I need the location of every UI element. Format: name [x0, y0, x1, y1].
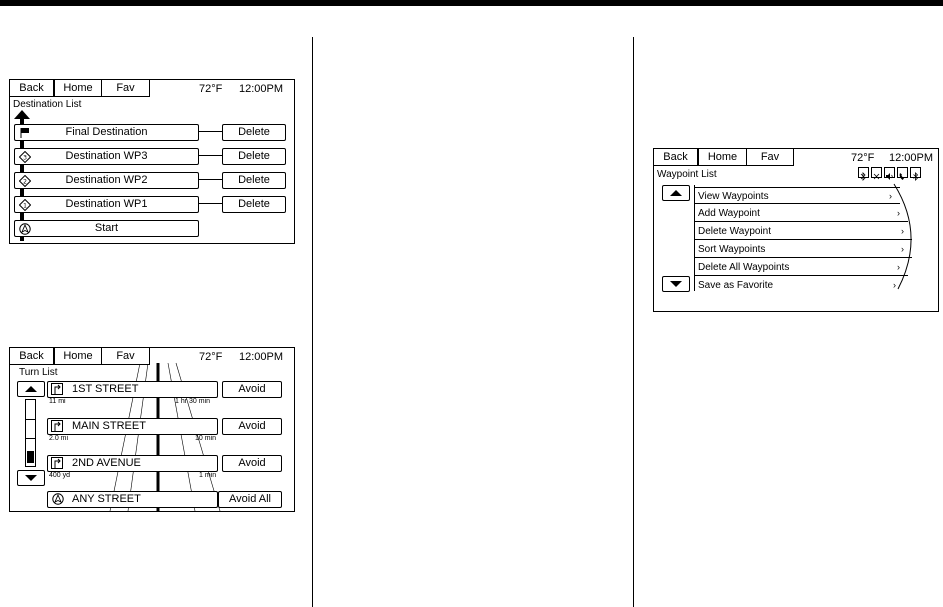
menu-item-delete-all-waypoints[interactable] [694, 259, 908, 276]
chevron-right-icon: › [889, 191, 892, 201]
menu-item-sort-waypoints[interactable] [694, 241, 912, 258]
scroll-up-button[interactable] [662, 185, 690, 201]
turn-list-screen [9, 347, 295, 512]
waypoint-2-icon [19, 175, 31, 187]
avoid-button-1[interactable]: Avoid [222, 381, 282, 398]
destination-item-wp3[interactable] [14, 148, 199, 165]
screen-title: Destination List [13, 99, 82, 110]
chevron-right-icon: › [901, 226, 904, 236]
turn-item-final[interactable] [47, 491, 218, 508]
delete-button-wp3[interactable]: Delete [222, 148, 286, 165]
temperature: 72°F [199, 83, 223, 95]
turn-distance: 400 yd [49, 472, 71, 479]
menu-item-label: Save as Favorite [698, 280, 774, 291]
chevron-right-icon: › [897, 208, 900, 218]
menu-item-label: View Waypoints [698, 191, 769, 202]
delete-button-wp1[interactable]: Delete [222, 196, 286, 213]
clock: 12:00PM [889, 152, 934, 164]
menu-item-add-waypoint[interactable] [694, 205, 908, 222]
delete-button-wp2[interactable]: Delete [222, 172, 286, 189]
menu-item-view-waypoints[interactable] [694, 187, 900, 204]
svg-text:1: 1 [23, 202, 27, 210]
flag-icon [19, 127, 31, 139]
fav-button[interactable]: Fav [101, 348, 150, 365]
chevron-right-icon: › [897, 262, 900, 272]
fav-button[interactable]: Fav [746, 149, 794, 166]
avoid-button-2[interactable]: Avoid [222, 418, 282, 435]
scrollbar-track[interactable] [25, 399, 36, 467]
svg-text:2: 2 [23, 178, 27, 186]
turn-eta: 1 min [199, 472, 217, 479]
turn-eta: 1 hr 30 min [175, 398, 211, 405]
menu-item-label: Delete All Waypoints [698, 262, 790, 273]
right-turn-icon [51, 383, 63, 395]
turn-street-label: ANY STREET [72, 493, 141, 505]
menu-item-save-as-favorite[interactable] [694, 277, 904, 294]
destination-item-label: Final Destination [65, 126, 148, 138]
avoid-all-button[interactable]: Avoid All [218, 491, 282, 508]
turn-street-label: MAIN STREET [72, 420, 146, 432]
right-turn-icon [51, 420, 63, 432]
home-button[interactable]: Home [698, 149, 747, 166]
turn-distance: 2.0 mi [49, 435, 69, 442]
scroll-down-button[interactable] [17, 470, 45, 486]
scroll-down-button[interactable] [662, 276, 690, 292]
menu-item-label: Delete Waypoint [698, 226, 771, 237]
destination-item-wp1[interactable] [14, 196, 199, 213]
scroll-up-button[interactable] [17, 381, 45, 397]
back-button[interactable]: Back [654, 149, 698, 166]
row-connector [199, 131, 222, 132]
destination-item-wp2[interactable] [14, 172, 199, 189]
right-turn-icon [51, 457, 63, 469]
turn-item-3[interactable] [47, 455, 218, 472]
up-arrow-icon [670, 190, 682, 196]
down-arrow-icon [670, 281, 682, 287]
row-connector [199, 203, 222, 204]
chevron-right-icon: › [893, 280, 896, 290]
turn-distance: 11 mi [49, 398, 66, 405]
back-button[interactable]: Back [10, 348, 54, 365]
screen-title: Turn List [19, 367, 58, 378]
home-button[interactable]: Home [54, 80, 102, 97]
destination-list-screen [9, 79, 295, 244]
column-divider-right [633, 37, 634, 607]
waypoint-1-icon [19, 199, 31, 211]
start-navigation-icon [52, 493, 64, 505]
destination-item-final[interactable] [14, 124, 199, 141]
fav-button[interactable]: Fav [101, 80, 150, 97]
row-connector [199, 179, 222, 180]
turn-item-2[interactable] [47, 418, 218, 435]
chevron-right-icon: › [901, 244, 904, 254]
destination-item-label: Destination WP1 [65, 198, 148, 210]
destination-item-label: Destination WP3 [65, 150, 148, 162]
waypoint-list-screen [653, 148, 939, 312]
home-button[interactable]: Home [54, 348, 102, 365]
clock: 12:00PM [239, 83, 284, 95]
column-divider-left [312, 37, 313, 607]
row-connector [199, 155, 222, 156]
screen-title: Waypoint List [657, 169, 717, 180]
menu-item-delete-waypoint[interactable] [694, 223, 912, 240]
back-button[interactable]: Back [10, 80, 54, 97]
turn-street-label: 2ND AVENUE [72, 457, 141, 469]
destination-item-label: Destination WP2 [65, 174, 148, 186]
turn-street-label: 1ST STREET [72, 383, 139, 395]
svg-text:3: 3 [23, 154, 27, 162]
down-arrow-icon [25, 475, 37, 481]
menu-item-label: Sort Waypoints [698, 244, 766, 255]
avoid-button-3[interactable]: Avoid [222, 455, 282, 472]
route-arrow-icon [14, 110, 30, 119]
temperature: 72°F [199, 351, 223, 363]
menu-item-label: Add Waypoint [698, 208, 760, 219]
turn-eta: 10 min [195, 435, 217, 442]
page-top-bar [0, 0, 943, 6]
turn-item-1[interactable] [47, 381, 218, 398]
start-button[interactable] [14, 220, 199, 237]
up-arrow-icon [25, 386, 37, 392]
start-navigation-icon [19, 223, 31, 235]
clock: 12:00PM [239, 351, 284, 363]
waypoint-3-icon [19, 151, 31, 163]
scrollbar-thumb[interactable] [27, 451, 34, 463]
start-label: Start [94, 222, 119, 234]
delete-button-final[interactable]: Delete [222, 124, 286, 141]
temperature: 72°F [851, 152, 875, 164]
